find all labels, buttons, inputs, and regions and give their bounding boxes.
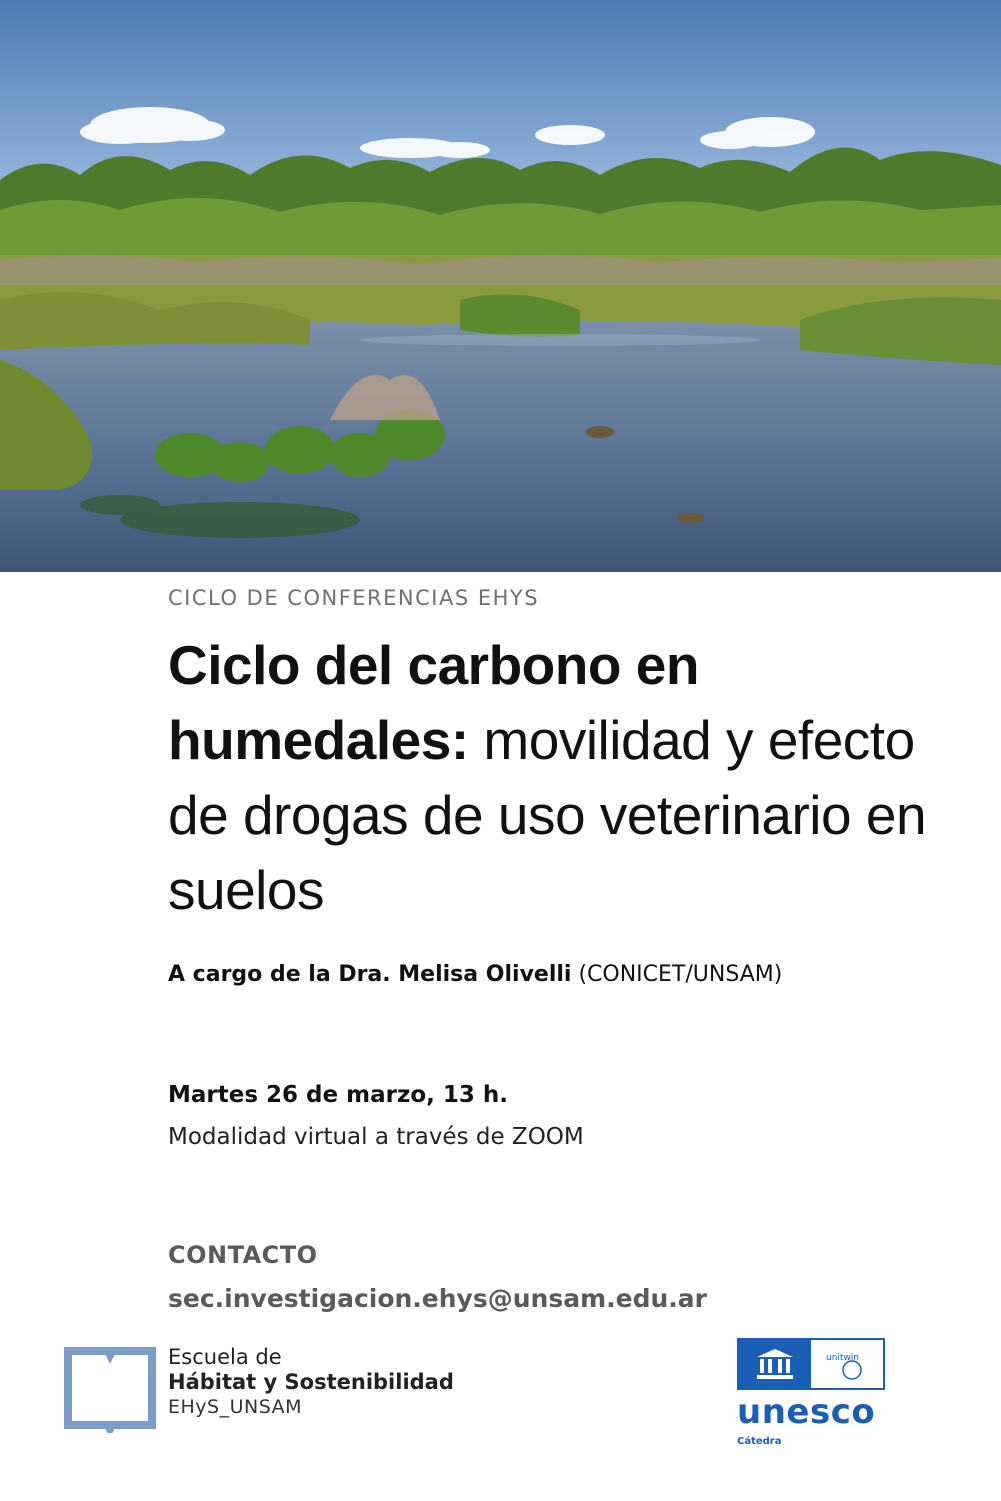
contact-email[interactable]: sec.investigacion.ehys@unsam.edu.ar: [168, 1284, 707, 1313]
hero-image: [0, 0, 1001, 572]
ehys-logo: [64, 1345, 484, 1435]
unesco-wordmark: unesco: [737, 1392, 876, 1432]
event-mode: Modalidad virtual a través de ZOOM: [168, 1124, 584, 1150]
event-date: Martes 26 de marzo, 13 h.: [168, 1082, 509, 1108]
series-kicker: CICLO DE CONFERENCIAS EHYS: [168, 586, 540, 610]
wetland-landscape-photo: [0, 0, 1001, 572]
ehys-logo-text: [168, 1345, 454, 1420]
speaker-line: [168, 962, 782, 987]
title-light-part: movilidad y efecto de drogas de uso veterinario en suelos: [168, 709, 927, 921]
unitwin-icon: [811, 1340, 883, 1388]
unesco-temple-icon: [739, 1340, 811, 1388]
ehys-line3: EHyS_UNSAM: [168, 1396, 303, 1418]
open-book-icon: [64, 1347, 156, 1433]
main-content: [168, 586, 968, 1313]
ehys-line2: Hábitat y Sostenibilidad: [168, 1370, 454, 1394]
unesco-catedra: Cátedra: [737, 1436, 782, 1447]
unesco-logo: [737, 1338, 887, 1450]
title-bold-part: Ciclo del carbono en humedales:: [168, 634, 699, 771]
event-title: [168, 628, 968, 928]
contact-label: CONTACTO: [168, 1241, 318, 1269]
ehys-line1: Escuela de: [168, 1345, 282, 1369]
speaker-name: A cargo de la Dra. Melisa Olivelli: [168, 962, 572, 987]
unesco-emblem-box: [737, 1338, 885, 1390]
unitwin-label: unitwin: [826, 1353, 860, 1363]
speaker-affiliation: (CONICET/UNSAM): [571, 962, 783, 987]
